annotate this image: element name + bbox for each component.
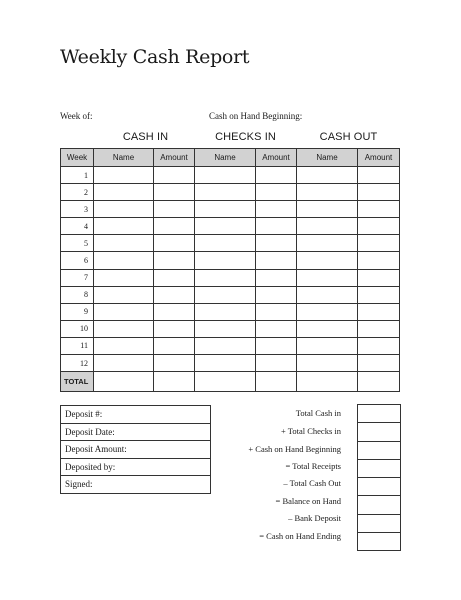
table-row — [61, 303, 400, 320]
entry-cell[interactable] — [358, 286, 400, 303]
entry-cell[interactable] — [94, 303, 154, 320]
total-cell[interactable] — [154, 372, 195, 392]
entry-cell[interactable] — [297, 286, 358, 303]
entry-cell[interactable] — [297, 184, 358, 201]
week-number-cell: 1 — [61, 167, 94, 184]
week-number-cell: 11 — [61, 337, 94, 354]
table-row — [61, 337, 400, 354]
entry-cell[interactable] — [195, 337, 256, 354]
entry-cell[interactable] — [256, 303, 297, 320]
week-number-cell: 3 — [61, 201, 94, 218]
entry-cell[interactable] — [358, 320, 400, 337]
week-number-cell: 12 — [61, 355, 94, 372]
entry-cell[interactable] — [154, 286, 195, 303]
entry-cell[interactable] — [358, 184, 400, 201]
deposit-box — [60, 405, 211, 494]
entry-cell[interactable] — [297, 218, 358, 235]
entry-cell[interactable] — [154, 303, 195, 320]
table-row — [61, 201, 400, 218]
entry-cell[interactable] — [154, 167, 195, 184]
column-header-checks-in-amount: Amount — [256, 149, 297, 167]
entry-cell[interactable] — [297, 355, 358, 372]
entry-cell[interactable] — [195, 252, 256, 269]
column-header-cash-in-amount: Amount — [154, 149, 195, 167]
deposit-date-field[interactable]: Deposit Date: — [61, 423, 211, 441]
entry-cell[interactable] — [94, 286, 154, 303]
table-row — [61, 269, 400, 286]
summary-amount-boxes — [357, 404, 401, 551]
entry-cell[interactable] — [94, 252, 154, 269]
summary-box-cash-on-hand-ending[interactable] — [358, 533, 400, 551]
summary-box-total-cash-in[interactable] — [358, 405, 400, 423]
entry-cell[interactable] — [297, 235, 358, 252]
entry-cell[interactable] — [94, 201, 154, 218]
table-row — [61, 286, 400, 303]
entry-cell[interactable] — [154, 184, 195, 201]
entry-cell[interactable] — [256, 167, 297, 184]
weekly-cash-table — [60, 148, 400, 392]
entry-cell[interactable] — [256, 235, 297, 252]
entry-cell[interactable] — [358, 167, 400, 184]
entry-cell[interactable] — [94, 218, 154, 235]
total-cell[interactable] — [195, 372, 256, 392]
table-row — [61, 184, 400, 201]
entry-cell[interactable] — [297, 269, 358, 286]
column-header-checks-in-name: Name — [195, 149, 256, 167]
entry-cell[interactable] — [256, 201, 297, 218]
entry-cell[interactable] — [297, 303, 358, 320]
entry-cell[interactable] — [256, 320, 297, 337]
entry-cell[interactable] — [154, 320, 195, 337]
checks-in-heading: CHECKS IN — [215, 131, 276, 143]
entry-cell[interactable] — [195, 218, 256, 235]
week-number-cell: 8 — [61, 286, 94, 303]
week-number-cell: 2 — [61, 184, 94, 201]
summary-balance-on-hand: = Balance on Hand — [275, 496, 341, 506]
entry-cell[interactable] — [94, 184, 154, 201]
total-cell[interactable] — [358, 372, 400, 392]
entry-cell[interactable] — [195, 303, 256, 320]
entry-cell[interactable] — [358, 303, 400, 320]
entry-cell[interactable] — [256, 269, 297, 286]
entry-cell[interactable] — [297, 337, 358, 354]
deposit-amount-field[interactable]: Deposit Amount: — [61, 441, 211, 459]
column-header-cash-in-name: Name — [94, 149, 154, 167]
page-title: Weekly Cash Report — [60, 46, 250, 68]
table-row — [61, 252, 400, 269]
entry-cell[interactable] — [195, 184, 256, 201]
table-row — [61, 320, 400, 337]
entry-cell[interactable] — [94, 320, 154, 337]
entry-cell[interactable] — [94, 167, 154, 184]
entry-cell[interactable] — [358, 252, 400, 269]
summary-box-total-cash-out[interactable] — [358, 478, 400, 496]
entry-cell[interactable] — [358, 235, 400, 252]
week-number-cell: 9 — [61, 303, 94, 320]
entry-cell[interactable] — [256, 184, 297, 201]
table-row — [61, 218, 400, 235]
entry-cell[interactable] — [94, 269, 154, 286]
total-cell[interactable] — [256, 372, 297, 392]
table-row — [61, 235, 400, 252]
summary-total-cash-out: – Total Cash Out — [283, 478, 341, 488]
entry-cell[interactable] — [195, 269, 256, 286]
entry-cell[interactable] — [195, 320, 256, 337]
summary-total-receipts: = Total Receipts — [285, 461, 341, 471]
column-header-cash-out-amount: Amount — [358, 149, 400, 167]
entry-cell[interactable] — [256, 218, 297, 235]
table-row — [61, 355, 400, 372]
week-of-label: Week of: — [60, 111, 93, 121]
total-cell[interactable] — [297, 372, 358, 392]
entry-cell[interactable] — [358, 218, 400, 235]
column-header-week: Week — [61, 149, 94, 167]
entry-cell[interactable] — [358, 355, 400, 372]
summary-box-total-checks-in[interactable] — [358, 423, 400, 441]
summary-total-checks-in: + Total Checks in — [281, 426, 341, 436]
summary-box-bank-deposit[interactable] — [358, 515, 400, 533]
entry-cell[interactable] — [195, 286, 256, 303]
summary-box-balance-on-hand[interactable] — [358, 496, 400, 514]
summary-box-total-receipts[interactable] — [358, 460, 400, 478]
deposited-by-field[interactable]: Deposited by: — [61, 458, 211, 476]
total-row — [61, 372, 400, 392]
deposit-number-field[interactable]: Deposit #: — [61, 406, 211, 424]
cash-in-heading: CASH IN — [122, 131, 169, 143]
entry-cell[interactable] — [195, 167, 256, 184]
entry-cell[interactable] — [154, 218, 195, 235]
entry-cell[interactable] — [358, 201, 400, 218]
entry-cell[interactable] — [94, 337, 154, 354]
total-label: TOTAL — [61, 372, 94, 392]
total-cell[interactable] — [94, 372, 154, 392]
entry-cell[interactable] — [154, 235, 195, 252]
entry-cell[interactable] — [154, 252, 195, 269]
entry-cell[interactable] — [256, 286, 297, 303]
cash-out-heading: CASH OUT — [319, 131, 378, 143]
summary-bank-deposit: – Bank Deposit — [288, 513, 341, 523]
table-header-row — [61, 149, 400, 167]
entry-cell[interactable] — [154, 337, 195, 354]
cash-on-hand-beginning-label: Cash on Hand Beginning: — [209, 111, 303, 121]
entry-cell[interactable] — [358, 337, 400, 354]
entry-cell[interactable] — [94, 355, 154, 372]
entry-cell[interactable] — [256, 355, 297, 372]
entry-cell[interactable] — [154, 355, 195, 372]
week-number-cell: 10 — [61, 320, 94, 337]
entry-cell[interactable] — [195, 355, 256, 372]
entry-cell[interactable] — [256, 252, 297, 269]
entry-cell[interactable] — [195, 201, 256, 218]
summary-cash-on-hand-beginning: + Cash on Hand Beginning — [248, 444, 341, 454]
week-number-cell: 4 — [61, 218, 94, 235]
entry-cell[interactable] — [297, 167, 358, 184]
entry-cell[interactable] — [297, 201, 358, 218]
week-number-cell: 6 — [61, 252, 94, 269]
signed-field[interactable]: Signed: — [61, 476, 211, 494]
entry-cell[interactable] — [154, 269, 195, 286]
entry-cell[interactable] — [154, 201, 195, 218]
entry-cell[interactable] — [256, 337, 297, 354]
entry-cell[interactable] — [297, 252, 358, 269]
summary-box-cash-on-hand-beginning[interactable] — [358, 442, 400, 460]
summary-total-cash-in: Total Cash in — [295, 408, 341, 418]
entry-cell[interactable] — [94, 235, 154, 252]
week-number-cell: 5 — [61, 235, 94, 252]
summary-cash-on-hand-ending: = Cash on Hand Ending — [259, 531, 341, 541]
entry-cell[interactable] — [195, 235, 256, 252]
table-row — [61, 167, 400, 184]
entry-cell[interactable] — [358, 269, 400, 286]
column-header-cash-out-name: Name — [297, 149, 358, 167]
week-number-cell: 7 — [61, 269, 94, 286]
entry-cell[interactable] — [297, 320, 358, 337]
